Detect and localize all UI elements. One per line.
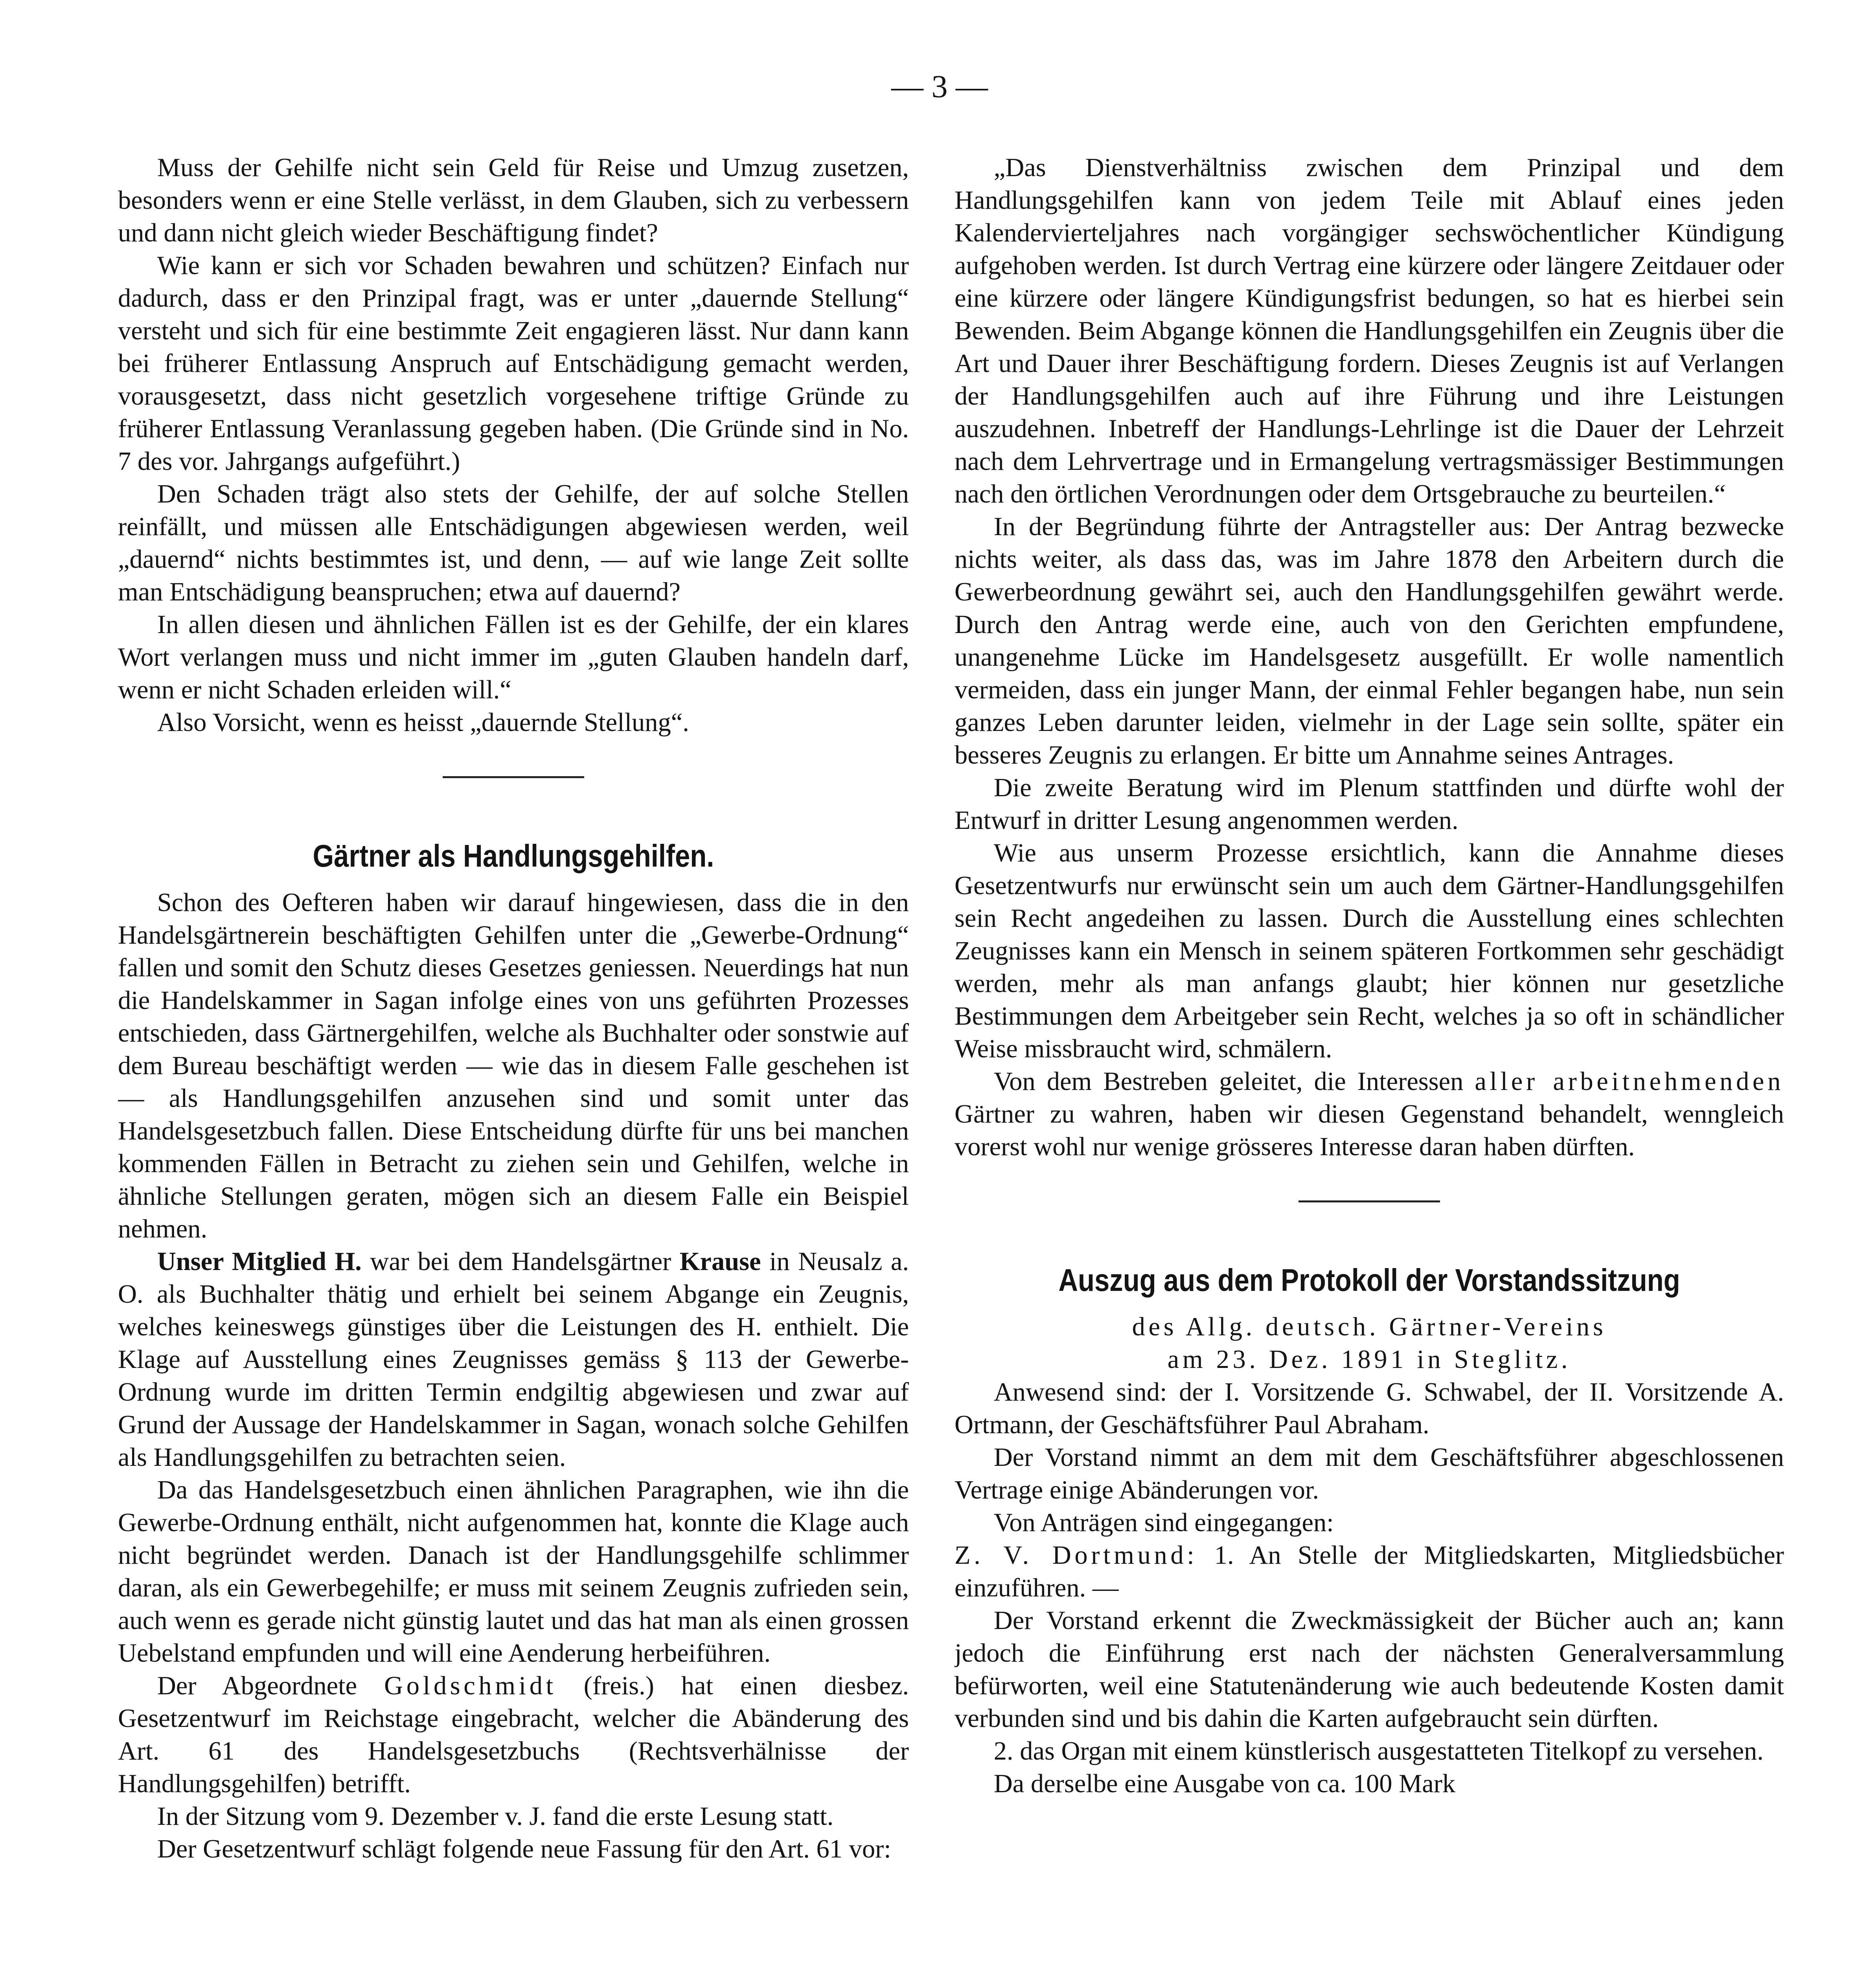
- text-run: Von dem Bestreben geleitet, die Interessen: [993, 1067, 1475, 1096]
- paragraph: In der Sitzung vom 9. Dezember v. J. fand die erste Lesung statt.: [157, 1802, 834, 1831]
- section-divider: [1298, 1200, 1440, 1202]
- paragraph: Also Vorsicht, wenn es heisst „dauernde Stellung“.: [157, 708, 689, 737]
- paragraph: Anwesend sind: der I. Vorsitzende G. Schwabel, der II. Vorsitzende A. Ortmann, der Geschäftsführer Paul Abraham.: [955, 1378, 1784, 1439]
- right-column: [955, 151, 1784, 1966]
- deputy-name: Goldschmidt: [384, 1671, 557, 1700]
- subheading-line: am 23. Dez. 1891 in Steglitz.: [1167, 1345, 1571, 1374]
- paragraph: Der Vorstand erkennt die Zweckmässigkeit der Bücher auch an; kann jedoch die Einführung erst nach der nächsten Generalversammlung befürworten, weil eine Statutenänderung wie auch bedeutende Kosten damit verbunden sind und bis dahin die Karten aufgebraucht sein dürften.: [955, 1606, 1784, 1733]
- paragraph: „Das Dienstverhältniss zwischen dem Prinzipal und dem Handlungsgehilfen kann von jedem Teile mit Ablauf eines jeden Kalendervierteljahres nach vorgängiger sechswöchentlicher Kündigung aufgehoben werden. Ist durch Vertrag eine kürzere oder längere Zeitdauer oder eine kürzere oder längere Kündigungsfrist bedungen, so hat es hierbei sein Bewenden. Beim Abgange können die Handlungsgehilfen ein Zeugnis über die Art und Dauer ihrer Beschäftigung fordern. Dieses Zeugnis ist auf Verlangen der Handlungsgehilfen auch auf ihre Führung und ihre Leistungen auszudehnen. Inbetreff der Handlungs-Lehrlinge ist die Dauer der Lehrzeit nach dem Lehrvertrage und in Ermangelung vertragsmässiger Bestimmungen nach den örtlichen Verordnungen oder dem Ortsgebrauche zu beurteilen.“: [955, 153, 1784, 508]
- text-run: 1. An Stelle der Mitgliedskarten, Mitgliedsbücher einzuführen. —: [955, 1541, 1784, 1602]
- paragraph: Wie aus unserm Prozesse ersichtlich, kann die Annahme dieses Gesetzentwurfs nur erwünscht sein um auch dem Gärtner-Handlungsgehilfen sein Recht angedeihen zu lassen. Durch die Ausstellung eines schlechten Zeugnisses kann ein Mensch in seinem späteren Fortkommen sehr geschädigt werden, mehr als man anfangs glaubt; hier können nur gesetzliche Bestimmungen dem Arbeitgeber sein Recht, welches ja so oft in schändlicher Weise missbraucht wird, schmälern.: [955, 839, 1784, 1063]
- paragraph: Wie kann er sich vor Schaden bewahren und schützen? Einfach nur dadurch, dass er den Prinzipal fragt, was er unter „dauernde Stellung“ versteht und sich für eine bestimmte Zeit engagieren lässt. Nur dann kann bei früherer Entlassung Anspruch auf Entschädigung gemacht werden, vorausgesetzt, dass nicht gesetzlich vorgesehene triftige Gründe zu früherer Entlassung Veranlassung gegeben haben. (Die Gründe sind in No. 7 des vor. Jahrgangs aufgeführt.): [118, 251, 909, 476]
- paragraph: Schon des Oefteren haben wir darauf hingewiesen, dass die in den Handelsgärtnerein beschäftigten Gehilfen unter die „Gewerbe-Ordnung“ fallen und somit den Schutz dieses Gesetzes geniessen. Neuerdings hat nun die Handelskammer in Sagan infolge eines von uns geführten Prozesses entschieden, dass Gärtnergehilfen, welche als Buchhalter oder sonstwie auf dem Bureau beschäftigt werden — wie das in diesem Falle geschehen ist — als Handlungsgehilfen anzusehen sind und somit unter das Handelsgesetzbuch fallen. Diese Entscheidung dürfte für uns bei manchen kommenden Fällen in Betracht zu ziehen sein und Gehilfen, welche in ähnliche Stellungen geraten, mögen sich an diesem Falle ein Beispiel nehmen.: [118, 888, 909, 1243]
- paragraph: [118, 1245, 909, 1474]
- branch-name: Z. V. Dortmund:: [955, 1541, 1198, 1570]
- paragraph: [955, 1539, 1784, 1604]
- emphasis-text: aller arbeitnehmenden: [1475, 1067, 1784, 1096]
- paragraph: Der Gesetzentwurf schlägt folgende neue Fassung für den Art. 61 vor:: [157, 1835, 891, 1863]
- paragraph: Da das Handelsgesetzbuch einen ähnlichen Paragraphen, wie ihn die Gewerbe-Ordnung enthält, nicht aufgenommen hat, konnte die Klage auch nicht begründet werden. Danach ist der Handlungsgehilfe schlimmer daran, als ein Gewerbegehilfe; er muss mit seinem Zeugnis zufrieden sein, auch wenn es gerade nicht günstig lautet und das hat man als einen grossen Uebelstand empfunden und will eine Aenderung herbeiführen.: [118, 1476, 909, 1668]
- text-run: Gärtner zu wahren, haben wir diesen Gegenstand behandelt, wenngleich vorerst wohl nur wenige grösseres Interesse daran haben dürften.: [955, 1100, 1784, 1161]
- member-name: Unser Mitglied H.: [157, 1247, 362, 1276]
- article-heading: Gärtner als Handlungsgehilfen.: [313, 838, 714, 873]
- paragraph: Den Schaden trägt also stets der Gehilfe, der auf solche Stellen reinfällt, und müssen alle Entschädigungen abgewiesen werden, weil „dauernd“ nichts bestimmtes ist, und denn, — auf wie lange Zeit sollte man Entschädigung beanspruchen; etwa auf dauernd?: [118, 480, 909, 606]
- paragraph: Von Anträgen sind eingegangen:: [993, 1508, 1334, 1537]
- employer-name: Krause: [679, 1247, 761, 1276]
- paragraph: Da derselbe eine Ausgabe von ca. 100 Mark: [993, 1769, 1456, 1798]
- text-run: (freis.) hat einen diesbez. Gesetzentwurf im Reichstage eingebracht, welcher die Abänderung des Art. 61 des Handelsgesetzbuchs (Rechtsverhälnisse der Handlungsgehilfen) betrifft.: [118, 1671, 909, 1798]
- article-heading: Auszug aus dem Protokoll der Vorstandssitzung: [1058, 1263, 1680, 1298]
- left-column: [118, 151, 909, 1966]
- section-divider: [443, 776, 584, 778]
- paragraph: Die zweite Beratung wird im Plenum stattfinden und dürfte wohl der Entwurf in dritter Lesung angenommen werden.: [955, 773, 1784, 835]
- text-run: war bei dem Handelsgärtner: [361, 1247, 680, 1276]
- page-number: — 3 —: [891, 68, 988, 104]
- subheading-line: des Allg. deutsch. Gärtner-Vereins: [1132, 1313, 1607, 1341]
- paragraph: [118, 1670, 909, 1800]
- text-run: in Neusalz a. O. als Buchhalter thätig und erhielt bei seinem Abgange ein Zeugnis, welches keineswegs günstiges über die Leistungen des H. enthielt. Die Klage auf Ausstellung eines Zeugnisses gemäss § 113 der Gewerbe-Ordnung wurde im dritten Termin endgiltig abgewiesen und zwar auf Grund der Aussage der Handelskammer in Sagan, wonach solche Gehilfen als Handlungsgehilfen zu betrachten seien.: [118, 1247, 909, 1472]
- paragraph: Muss der Gehilfe nicht sein Geld für Reise und Umzug zusetzen, besonders wenn er eine Stelle verlässt, in dem Glauben, sich zu verbessern und dann nicht gleich wieder Beschäftigung findet?: [118, 153, 909, 247]
- paragraph: 2. das Organ mit einem künstlerisch ausgestatteten Titelkopf zu versehen.: [993, 1737, 1764, 1765]
- paragraph: In der Begründung führte der Antragsteller aus: Der Antrag bezwecke nichts weiter, als dass das, was im Jahre 1878 den Arbeitern durch die Gewerbeordnung gewährt sei, auch den Handlungsgehilfen gewährt werde. Durch den Antrag werde eine, auch von den Gerichten empfundene, unangenehme Lücke im Handelsgesetz ausgefüllt. Er wolle namentlich vermeiden, dass ein junger Mann, der einmal Fehler begangen habe, nun sein ganzes Leben darunter leiden, vielmehr in der Lage sein sollte, später ein besseres Zeugnis zu erlangen. Er bitte um Annahme seines Antrages.: [955, 512, 1784, 769]
- paragraph: Der Vorstand nimmt an dem mit dem Geschäftsführer abgeschlossenen Vertrage einige Abänderungen vor.: [955, 1443, 1784, 1504]
- text-run: Der Abgeordnete: [157, 1671, 384, 1700]
- paragraph: [955, 1065, 1784, 1163]
- paragraph: In allen diesen und ähnlichen Fällen ist es der Gehilfe, der ein klares Wort verlangen muss und nicht immer im „guten Glauben handeln darf, wenn er nicht Schaden erleiden will.“: [118, 610, 909, 704]
